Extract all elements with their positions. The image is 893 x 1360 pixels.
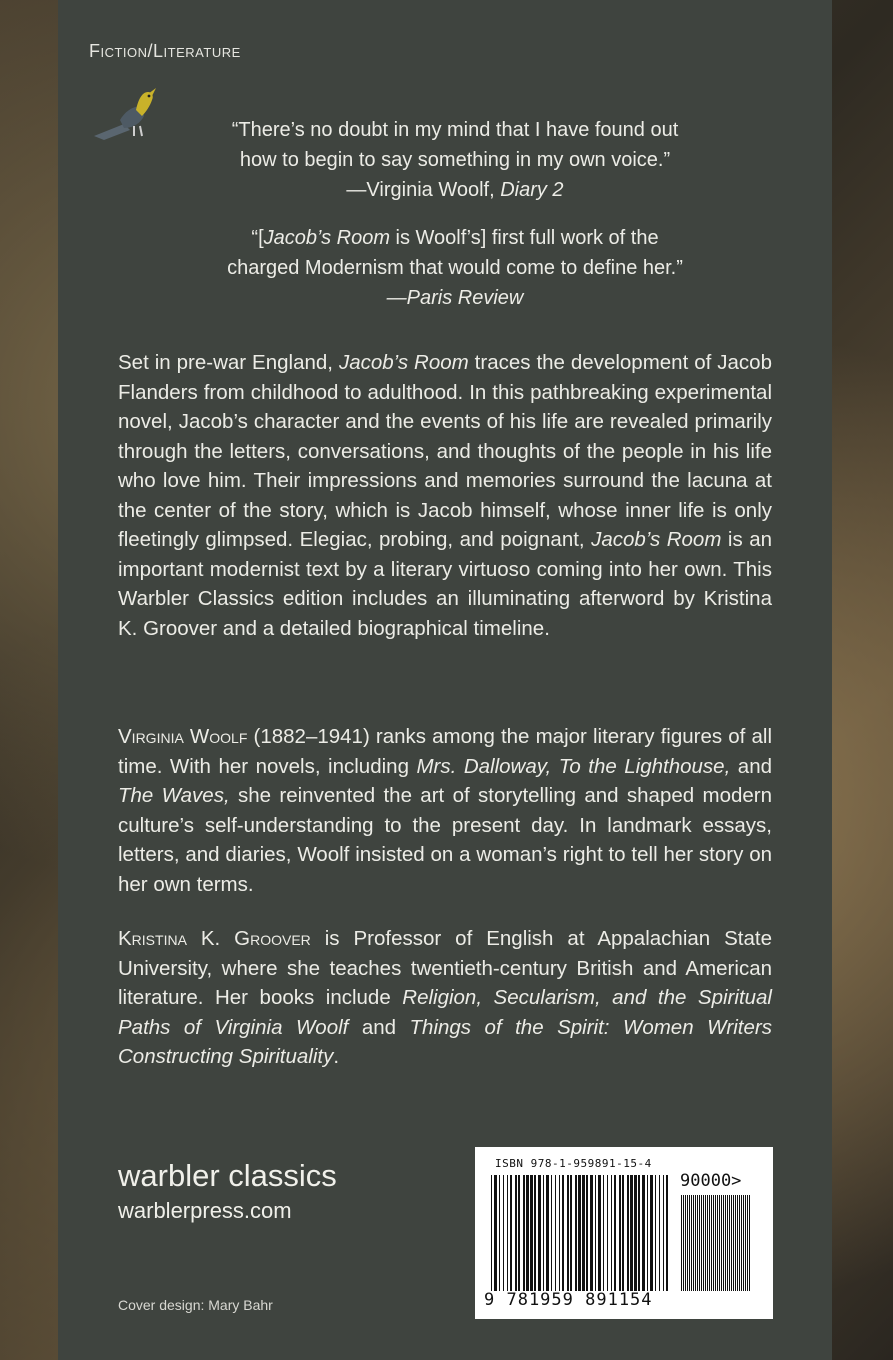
- quote1-line2: how to begin to say something in my own voice.”: [239, 149, 671, 171]
- afterword-author-bio: [118, 924, 772, 1072]
- afterword-bio-part3: .: [333, 1045, 340, 1068]
- isbn-label: ISBN 978-1-959891-15-4: [495, 1157, 652, 1170]
- addon-barcode-bars: [681, 1195, 753, 1291]
- quote2-attribution: —Paris Review: [386, 287, 524, 309]
- afterword-bio-title1: Religion, Secularism, and the Spiritual Paths of Virginia Woolf: [118, 986, 772, 1039]
- quote2-line2: charged Modernism that would come to define her.”: [227, 257, 683, 279]
- author-bio: [118, 722, 772, 899]
- paris-review-quote: [160, 223, 750, 313]
- author-bio-part3: she reinvented the art of storytelling and shaped modern culture’s self-understanding to the present day. In landmark essays, letters, and diaries, Woolf insisted on a woman’s right to tell her story on her own terms.: [118, 784, 772, 896]
- quote2-line1-rest: is Woolf’s] first full work of the: [389, 227, 659, 249]
- description-title2: Jacob’s Room: [591, 528, 722, 551]
- quote1-line1: “There’s no doubt in my mind that I have found out: [231, 119, 679, 141]
- description-part3: is an important modernist text by a literary virtuoso coming into her own. This Warbler Classics edition includes an illuminating afterword by Kristina K. Groover and a detailed biographical timeline.: [118, 528, 772, 640]
- quote1-attribution-prefix: —Virginia Woolf,: [346, 179, 501, 201]
- barcode-number: 9 781959 891154: [484, 1290, 653, 1310]
- afterword-bio-part1: is Professor of English at Appalachian State University, where she teaches twentieth-century British and American literature. Her books include: [118, 927, 772, 1009]
- woolf-diary-quote: [160, 115, 750, 205]
- category-label: Fiction/Literature: [89, 41, 241, 61]
- quote2-line1: [160, 223, 750, 253]
- isbn-barcode: [475, 1147, 773, 1319]
- quote1-attribution: [160, 175, 750, 205]
- book-description: [118, 348, 772, 643]
- barcode-bars: [491, 1175, 669, 1291]
- author-bio-part1: (1882–1941) ranks among the major literary figures of all time. With her novels, including: [118, 725, 772, 778]
- afterword-author-name: Kristina K. Groover: [118, 927, 311, 950]
- author-name: Virginia Woolf: [118, 725, 248, 748]
- quote2-open: “[: [251, 227, 264, 249]
- author-bio-title2: The Waves,: [118, 784, 230, 807]
- publisher-name: warbler classics: [118, 1158, 337, 1193]
- afterword-bio-title2: Things of the Spirit: Women Writers Constructing Spirituality: [118, 1015, 772, 1068]
- author-bio-part2: and: [730, 754, 772, 778]
- description-part2: traces the development of Jacob Flanders from childhood to adulthood. In this pathbreaking experimental novel, Jacob’s character and the events of his life are revealed primarily through the letters, conversations, and thoughts of the people in his life who love him. Their impressions and memories surround the lacuna at the center of the story, which is Jacob himself, whose inner life is only fleetingly glimpsed. Elegiac, probing, and poignant,: [118, 351, 772, 551]
- description-part1: Set in pre-war England,: [118, 351, 339, 374]
- afterword-bio-part2: and: [348, 1015, 410, 1039]
- quote1-attribution-source: Diary 2: [500, 179, 564, 201]
- cover-design-credit: Cover design: Mary Bahr: [118, 1297, 273, 1313]
- author-bio-title1: Mrs. Dalloway, To the Lighthouse,: [416, 754, 731, 778]
- quote2-title: Jacob’s Room: [263, 227, 390, 249]
- warbler-bird-logo-icon: [90, 80, 162, 152]
- publisher-website: warblerpress.com: [118, 1198, 292, 1223]
- price-code: 90000>: [680, 1171, 742, 1191]
- description-title1: Jacob’s Room: [338, 351, 469, 374]
